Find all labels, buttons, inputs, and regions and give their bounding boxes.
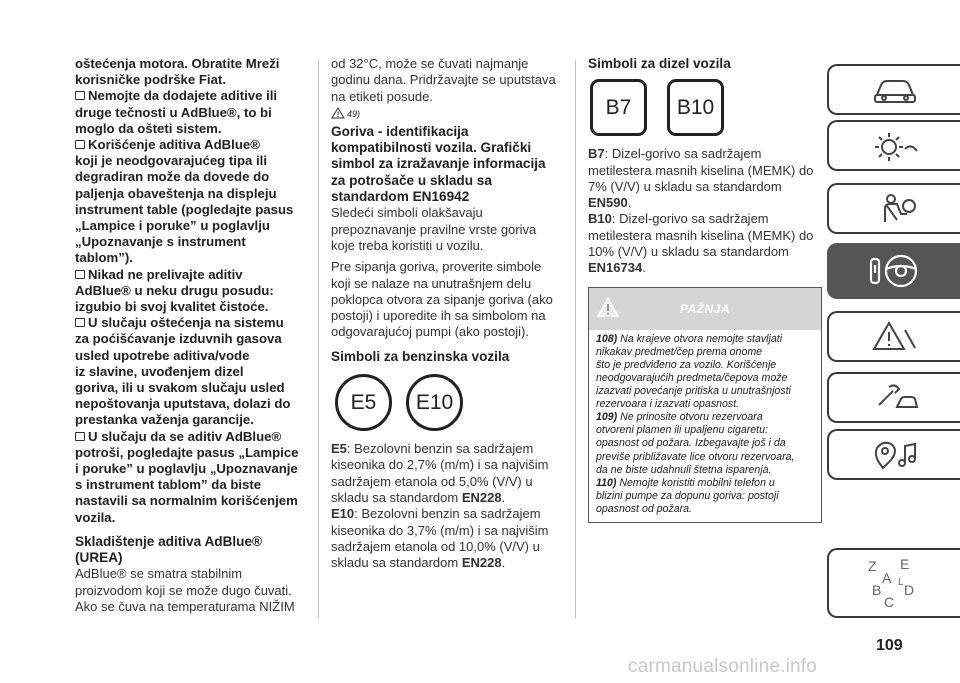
text-line: tablom”). [75,250,133,266]
warning-triangle-icon [597,297,619,317]
car-icon [871,73,919,107]
text-line: kiseonika do 2,7% (m/m) i sa najvišim [331,457,549,473]
text-line: od 32°C, može se čuvati najmanje [331,56,529,71]
key-steering-wheel-icon [867,251,923,291]
fuel-symbol-e10: E10 [406,374,463,431]
text-line: „Upoznavanje s instrument [75,234,246,250]
text-line: nikakav predmet/čep prema onome [596,345,763,358]
section-heading: kompatibilnosti vozila. Grafički [331,140,532,156]
text-line: skladu sa standardom EN228. [331,555,506,571]
text-line: nastavili sa normalnim korišćenjem [75,493,298,509]
bullet-item: U slučaju oštećenja na sistemu [75,315,307,331]
text-line: 7% (V/V) u skladu sa standardom [588,178,782,194]
warning-header [589,288,821,330]
svg-text:D: D [903,582,914,598]
section-heading: Skladištenje aditiva AdBlue® [75,533,263,549]
seatbelt-airbag-icon [871,192,919,226]
text-line: rezervoara i izazvati opasnost. [596,398,740,411]
diesel-symbols [588,79,820,136]
chapter-tab-maintenance[interactable] [827,372,960,423]
column-divider [318,60,319,618]
text-line: instrument table (pogledajte pasus [75,201,294,217]
fuel-symbol-e5: E5 [335,374,392,431]
chapter-tab-multimedia[interactable] [827,429,960,480]
warning-title: PAŽNJA [679,301,731,316]
text-line: prepoznavanje pravilne vrste goriva [331,221,537,237]
warning-body [589,330,821,522]
text-line: vozila. [75,509,116,525]
text-line: potroši, pogledajte pasus „Lampice [75,444,299,460]
text-line: EN16734. [588,260,646,276]
text-line: E5: Bezolovni benzin sa sadržajem [331,441,534,457]
square-bullet-icon [75,318,85,327]
alphabet-index-icon [864,555,926,611]
text-line: postoji) i uporedite ih sa simbolom na [331,308,546,324]
text-line: B7: Dizel-gorivo sa sadržajem [588,146,762,162]
text-line: proizvodom koji se može dugo čuvati. [75,582,292,598]
text-line: goriva, ili u svakom slučaju usled [75,380,285,396]
page-number: 109 [876,637,903,654]
text-line: poklopca otvora za sipanje goriva (ako [331,291,553,307]
text-line: s instrument tablom” da biste [75,477,262,493]
bullet-item: U slučaju da se aditiv AdBlue® [75,429,307,445]
text-line: prestanka važenja garancije. [75,412,254,428]
section-heading: simbol za izražavanje informacija [331,156,546,172]
text-line: za poćišćavanje izduvnih gasova [75,331,282,347]
text-line: opasnost od požara. Izbegavajte još i da [596,437,786,450]
bullet-item: Nikad ne prelivajte aditiv [75,267,307,283]
text-line: opasnost od požara. [596,502,693,515]
bullet-item: Nemojte da dodajete aditive ili [75,88,307,104]
column-2 [331,56,563,571]
text-line: iz slavine, uvođenjem dizel [75,363,244,379]
square-bullet-icon [75,432,85,441]
chapter-tab-dashboard[interactable] [827,64,960,115]
square-bullet-icon [75,140,85,149]
warning-triangle-icon [331,107,345,119]
text-line: druge tečnosti u AdBlue®, to bi [75,104,272,120]
square-bullet-icon [75,270,85,279]
section-heading: standardom EN16942 [331,189,470,205]
svg-text:L: L [897,577,904,588]
chapter-tab-emergency[interactable] [827,311,960,362]
wrench-car-icon [871,381,919,415]
section-heading: Simboli za dizel vozila [588,56,731,71]
text-line: AdBlue® se smatra stabilnim [75,566,243,582]
text-line: moglo da ošteti sistem. [75,120,222,136]
bullet-item: Korišćenje aditiva AdBlue® [75,137,307,153]
text-line: skladu sa standardom EN228. [331,489,506,505]
section-heading: za potrošače u skladu sa [331,172,492,188]
text-line: degradiran može da dovede do [75,169,270,185]
fuel-symbol-b7: B7 [590,79,647,136]
text-line: korisničke podrške Fiat. [75,72,226,88]
text-line: odgovarajućoj pumpi (ako postoji). [331,324,529,340]
warning-box [588,287,822,523]
svg-text:Z: Z [867,558,877,574]
text-line: koje treba koristiti u vozilu. [331,237,484,253]
section-heading: Simboli za benzinska vozila [331,348,510,364]
text-line: izazvati povećanje pritiska u unutrašnjosti [596,385,791,398]
chapter-tab-index[interactable] [827,548,960,618]
chapter-tab-safety[interactable] [827,183,960,234]
warning-note: 110) Nemojte koristiti mobilni telefon u [596,476,775,489]
text-line: neodgovarajućih predmeta/čepova može [596,371,788,384]
text-line: godinu dana. Pridržavajte se uputstava [331,72,556,88]
text-line: Sledeći simboli olakšavaju [331,205,483,221]
text-line: izgubio bi svoj kvalitet čistoće. [75,299,269,315]
fuel-symbol-b10: B10 [667,79,724,136]
petrol-symbols [331,374,563,431]
warning-note: 109) Ne prinosite otvoru rezervoara [596,411,763,424]
text-line: na etiketi posude. [331,88,433,104]
warning-road-icon [871,320,919,354]
column-3 [588,56,820,523]
text-line: oštećenja motora. Obratite Mreži [75,56,280,71]
text-line: metilestera masnih kiselina (MEMK) do [588,227,814,243]
chapter-tab-controls[interactable] [827,120,960,171]
text-line: nepoštovanja uputstava, dolazi do [75,396,291,412]
text-line: koji se nalaze na unutrašnjem delu [331,275,532,291]
text-line: previše približavate lice otvoru rezervoara, [596,450,795,463]
pin-music-icon [871,438,919,472]
text-line: da ne biste udahnuli štetna isparenja. [596,463,772,476]
section-heading: (UREA) [75,550,123,566]
chapter-tab-starting-driving[interactable] [827,243,960,299]
text-line: što je predviđeno za vozilo. Korišćenje [596,358,777,371]
column-divider [575,60,576,618]
text-line: sadržajem etanola od 10,0% (V/V) u [331,538,540,554]
text-line: „Lampice i poruke” u poglavlju [75,218,270,234]
note-reference: 49) [331,105,563,119]
text-line: i poruke” u poglavlju „Upoznavanje [75,461,298,477]
text-line: EN590. [588,195,632,211]
text-line: 10% (V/V) u skladu sa standardom [588,244,789,260]
text-line: metilestera masnih kiselina (MEMK) do [588,162,814,178]
text-line: sadržajem etanola od 5,0% (V/V) u [331,473,533,489]
svg-text:C: C [883,594,894,610]
section-heading: Goriva - identifikacija [331,123,469,139]
square-bullet-icon [75,91,85,100]
text-line: kiseonika do 3,7% (m/m) i sa najvišim [331,522,549,538]
text-line: AdBlue® u neku drugu posudu: [75,282,274,298]
sun-lights-icon [871,129,919,163]
svg-text:B: B [871,582,881,598]
text-line: blizini pumpe za dopunu goriva: postoji [596,489,779,502]
svg-text:E: E [899,556,909,572]
text-line: Pre sipanja goriva, proverite simbole [331,259,542,275]
warning-note: 108) Na krajeve otvora nemojte stavljati [596,332,783,345]
svg-text:A: A [881,570,891,586]
text-line: otvoreni plamen ili upaljenu cigaretu: [596,424,768,437]
text-line: koji je neodgovarajućeg tipa ili [75,153,267,169]
text-line: E10: Bezolovni benzin sa sadržajem [331,506,541,522]
text-line: B10: Dizel-gorivo sa sadržajem [588,211,769,227]
text-line: usled upotrebe aditiva/vode [75,347,250,363]
watermark: carmanualsonline.info [628,656,818,677]
column-1 [75,56,307,615]
text-line: paljenja obaveštenja na displeju [75,185,277,201]
text-line: Ako se čuva na temperaturama NIŽIM [75,599,295,615]
